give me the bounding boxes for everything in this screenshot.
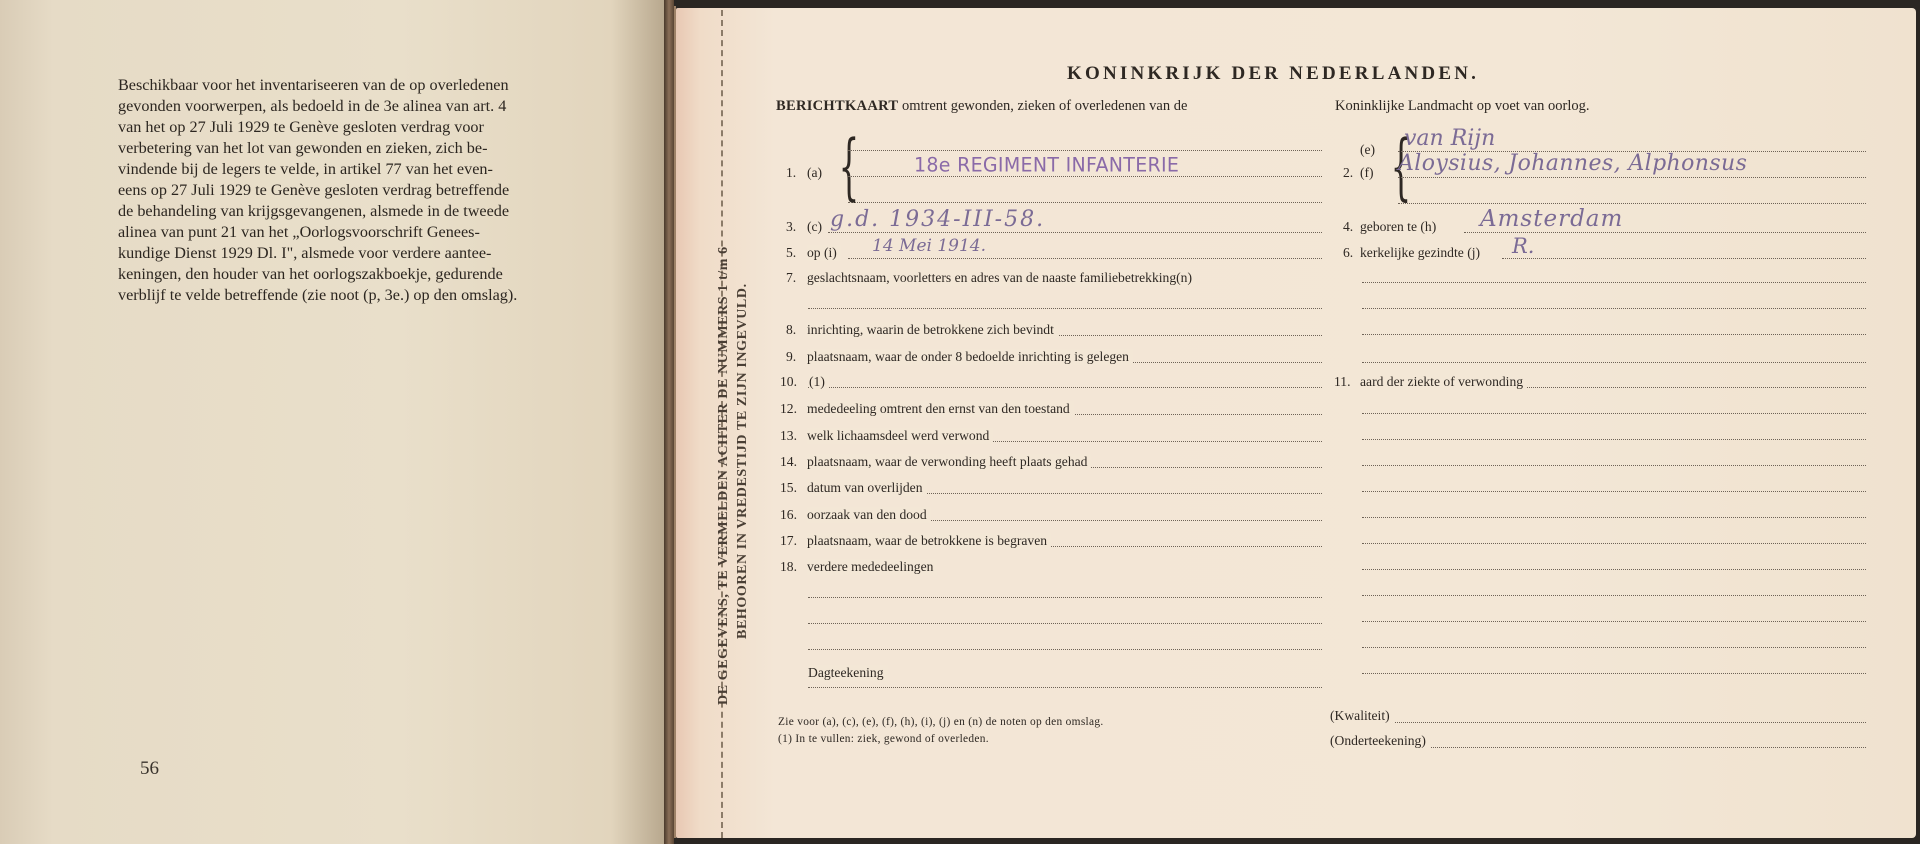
field-7-line-right-1	[1362, 282, 1866, 283]
field-5-label: op (i)	[807, 245, 841, 261]
handwritten-given-names: Aloysius, Johannes, Alphonsus	[1398, 151, 1748, 176]
dagteekening-line	[808, 687, 1322, 688]
field-14-label: plaatsnaam, waar de verwonding heeft plaats gehad	[807, 454, 1091, 470]
field-9-label: plaatsnaam, waar de onder 8 bedoelde inrichting is gelegen	[807, 349, 1133, 365]
dagteekening-label: Dagteekening	[808, 665, 888, 681]
card-subtitle-rest: omtrent gewonden, zieken of overledenen van de	[898, 98, 1188, 114]
field-15-number: 15.	[780, 480, 797, 495]
field-2-letter: (f)	[1360, 165, 1374, 180]
field-15-label: datum van overlijden	[807, 480, 927, 496]
paragraph-line: Beschikbaar voor het inventariseeren van de op overledenen	[118, 76, 509, 94]
field-17-label: plaatsnaam, waar de betrokkene is begraven	[807, 533, 1051, 549]
paragraph-line: verblijf te velde betreffende (zie noot (p, 3e.) op den omslag).	[118, 286, 518, 304]
vertical-instruction	[714, 246, 752, 705]
field-6-line	[1502, 258, 1866, 259]
paragraph-line: alinea van punt 21 van het „Oorlogsvoorschrift Genees-	[118, 223, 480, 241]
field-12-label: mededeeling omtrent den ernst van den toestand	[807, 401, 1074, 417]
field-16-label: oorzaak van den dood	[807, 507, 931, 523]
field-18-line-2	[808, 623, 1322, 624]
field-11-line-10	[1362, 621, 1866, 622]
field-1-letter: (a)	[807, 165, 823, 180]
vertical-instruction-line: DE GEGEVENS, TE VERMELDEN ACHTER DE NUMMERS 1 t/m 6	[716, 246, 731, 705]
field-11-line-3	[1362, 439, 1866, 440]
footnote-2: (1) In te vullen: ziek, gewond of overleden.	[778, 733, 989, 745]
card-subtitle-bold: BERICHTKAART	[776, 98, 899, 114]
card-subtitle-right: Koninklijke Landmacht op voet van oorlog.	[1335, 98, 1590, 114]
field-7-number: 7.	[786, 270, 797, 285]
field-1-line-3	[848, 202, 1322, 203]
handwritten-birthdate: 14 Mei 1914.	[872, 236, 987, 256]
kwaliteit-label: (Kwaliteit)	[1330, 708, 1394, 724]
field-3-line	[828, 232, 1322, 233]
field-11-line-11	[1362, 647, 1866, 648]
field-12-number: 12.	[780, 401, 797, 416]
field-5-number: 5.	[786, 245, 797, 260]
field-8-label: inrichting, waarin de betrokkene zich bevindt	[807, 322, 1058, 338]
field-18-line-1	[808, 597, 1322, 598]
field-11-label: aard der ziekte of verwonding	[1360, 374, 1527, 390]
left-page	[0, 0, 665, 844]
handwritten-service-number: g.d. 1934-III-58.	[830, 207, 1046, 232]
field-18-label: verdere mededeelingen	[807, 559, 937, 575]
field-7-line-right-2	[1362, 308, 1866, 309]
field-7-line-right-3	[1362, 334, 1866, 335]
card-subtitle	[776, 98, 1187, 115]
field-10-label: (1)	[809, 374, 829, 390]
field-7-line-2	[808, 308, 1322, 309]
field-11-line-9	[1362, 595, 1866, 596]
paragraph-line: verbetering van het lot van gewonden en zieken, zich be-	[118, 139, 488, 157]
field-11-line-12	[1362, 673, 1866, 674]
field-6-label: kerkelijke gezindte (j)	[1360, 245, 1484, 261]
paragraph-line: kundige Dienst 1929 Dl. I", alsmede voor verdere aantee-	[118, 244, 492, 262]
field-2-number: 2.	[1343, 165, 1354, 180]
field-9-line-right	[1362, 362, 1866, 363]
field-18-line-3	[808, 649, 1322, 650]
field-11-number: 11.	[1334, 374, 1351, 389]
field-10-line	[808, 387, 1322, 388]
field-2-line-3	[1398, 203, 1866, 204]
field-13-number: 13.	[780, 428, 797, 443]
field-8-number: 8.	[786, 322, 797, 337]
field-3-number: 3.	[786, 219, 797, 234]
right-page	[676, 8, 1916, 838]
field-11-line-2	[1362, 413, 1866, 414]
field-4-number: 4.	[1343, 219, 1354, 234]
handwritten-surname: van Rijn	[1404, 126, 1496, 151]
vertical-instruction-line: BEHOOREN IN VREDESTIJD TE ZIJN INGEVULD.	[735, 283, 750, 639]
field-4-line	[1464, 232, 1866, 233]
field-2e-letter: (e)	[1360, 142, 1376, 157]
handwritten-religion: R.	[1512, 234, 1535, 258]
field-14-number: 14.	[780, 454, 797, 469]
book-gutter	[664, 0, 674, 844]
onderteekening-label: (Onderteekening)	[1330, 733, 1430, 749]
paragraph-line: gevonden voorwerpen, als bedoeld in de 3e alinea van art. 4	[118, 97, 507, 115]
page-number: 56	[140, 758, 159, 779]
paragraph-line: keningen, den houder van het oorlogszakboekje, gedurende	[118, 265, 503, 283]
field-5-line	[848, 258, 1322, 259]
field-1-line-1	[848, 150, 1322, 151]
field-1-brace: {	[838, 124, 860, 208]
field-1-number: 1.	[786, 165, 797, 180]
left-page-paragraph	[118, 75, 608, 306]
field-11-line-6	[1362, 517, 1866, 518]
field-10-number: 10.	[780, 374, 797, 389]
paragraph-line: de behandeling van krijgsgevangenen, alsmede in de tweede	[118, 202, 510, 220]
kwaliteit-line	[1330, 722, 1866, 723]
field-11-line-7	[1362, 543, 1866, 544]
handwritten-birthplace: Amsterdam	[1480, 206, 1624, 232]
field-2-brace: {	[1390, 124, 1412, 208]
regiment-stamp: 18e REGIMENT INFANTERIE	[914, 153, 1180, 177]
field-13-label: welk lichaamsdeel werd verwond	[807, 428, 993, 444]
field-6-number: 6.	[1343, 245, 1354, 260]
field-11-line-8	[1362, 569, 1866, 570]
paragraph-line: vindende bij de legers te velde, in artikel 77 van het even-	[118, 160, 493, 178]
field-4-label: geboren te (h)	[1360, 219, 1440, 235]
field-3-letter: (c)	[807, 219, 823, 234]
footnote-1: Zie voor (a), (c), (e), (f), (h), (i), (j) en (n) de noten op den omslag.	[778, 716, 1104, 728]
paragraph-line: van het op 27 Juli 1929 te Genève gesloten verdrag voor	[118, 118, 484, 136]
paragraph-line: eens op 27 Juli 1929 te Genève gesloten verdrag betreffende	[118, 181, 510, 199]
field-16-number: 16.	[780, 507, 797, 522]
field-9-number: 9.	[786, 349, 797, 364]
field-11-line-5	[1362, 491, 1866, 492]
field-11-line-4	[1362, 465, 1866, 466]
field-18-number: 18.	[780, 559, 797, 574]
card-title: KONINKRIJK DER NEDERLANDEN.	[1067, 63, 1480, 84]
field-7-label: geslachtsnaam, voorletters en adres van de naaste familiebetrekking(n)	[807, 270, 1196, 286]
field-17-number: 17.	[780, 533, 797, 548]
field-2-line-2	[1398, 177, 1866, 178]
